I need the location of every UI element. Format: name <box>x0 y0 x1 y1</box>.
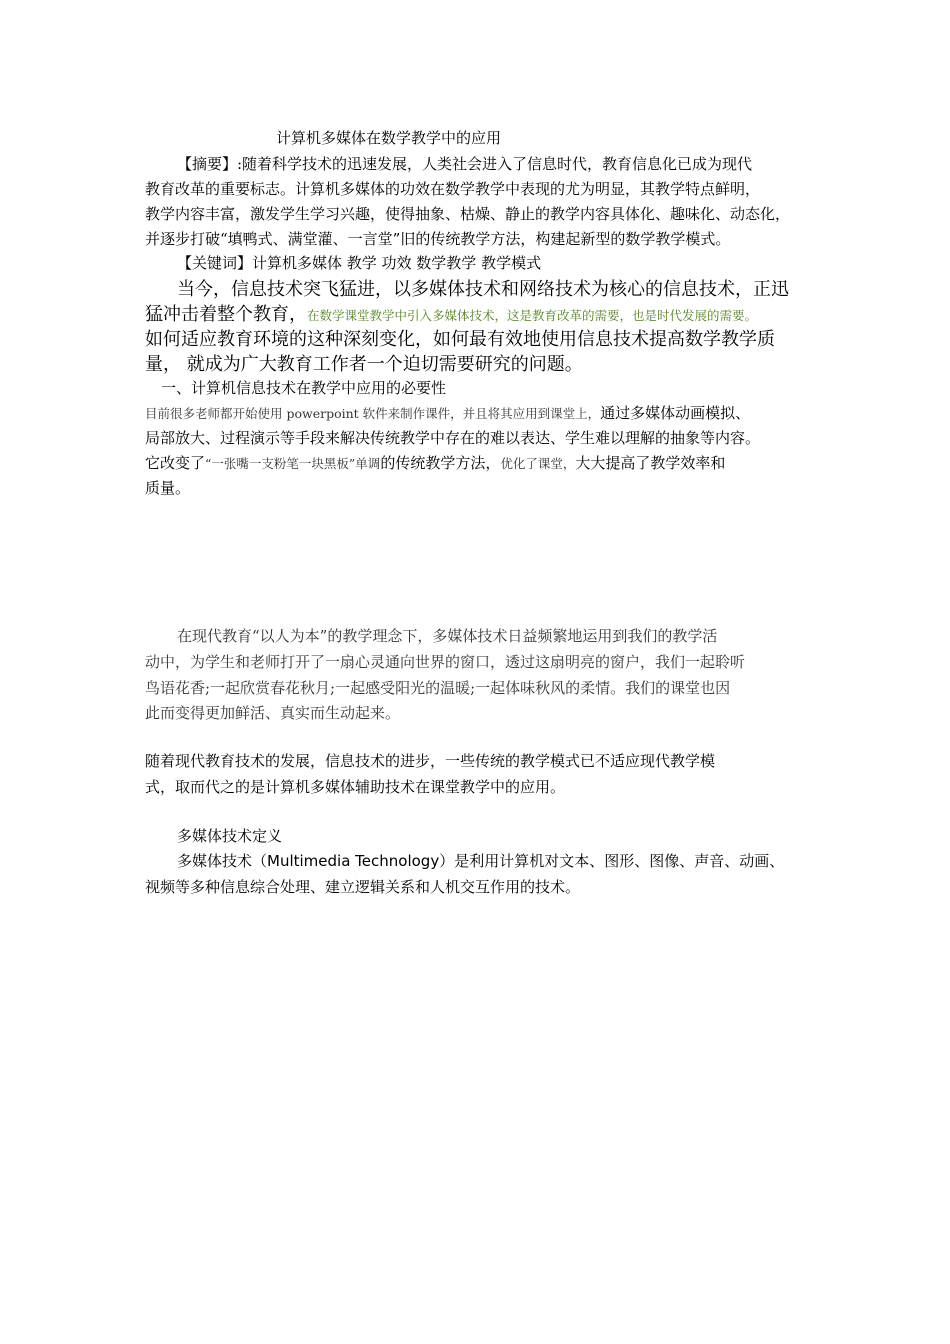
intro-line-2-text: 猛冲击着整个教育， <box>145 304 307 325</box>
para-2-line-3: 鸟语花香;一起欣赏春花秋月;一起感受阳光的温暖;一起体味秋风的柔情。我们的课堂也因 <box>145 679 731 697</box>
document-title: 计算机多媒体在数学教学中的应用 <box>276 129 502 147</box>
definition-term-english: Multimedia Technology <box>267 852 440 870</box>
definition-line-1 <box>177 850 784 871</box>
definition-line-1-a: 多媒体技术（ <box>177 852 268 870</box>
section-1-line-1 <box>145 402 750 423</box>
intro-line-4: 量， 就成为广大教育工作者一个迫切需要研究的问题。 <box>145 354 583 375</box>
intro-line-1: 当今，信息技术突飞猛进，以多媒体技术和网络技术为核心的信息技术，正迅 <box>177 279 789 300</box>
section-1-line-3-d: 优化了课堂， <box>500 456 576 471</box>
section-1-line-1-b: 通过多媒体动画模拟、 <box>600 404 751 422</box>
definition-heading: 多媒体技术定义 <box>177 827 283 845</box>
definition-line-1-c: ）是利用计算机对文本、图形、图像、声音、动画、 <box>439 852 785 870</box>
section-1-line-4: 质量。 <box>145 479 191 497</box>
para-2-line-2: 动中，为学生和老师打开了一扇心灵通向世界的窗口，透过这扇明亮的窗户，我们一起聆听 <box>145 653 746 671</box>
section-1-line-3-a: 它改变了 <box>145 454 206 472</box>
abstract-line-2: 教育改革的重要标志。计算机多媒体的功效在数学教学中表现的尤为明显，其教学特点鲜明， <box>145 180 761 198</box>
section-1-heading: 一、计算机信息技术在教学中应用的必要性 <box>161 379 447 397</box>
abstract-line-1: 【摘要】:随着科学技术的迅速发展，人类社会进入了信息时代，教育信息化已成为现代 <box>177 155 753 173</box>
section-1-line-2: 局部放大、过程演示等手段来解决传统教学中存在的难以表达、学生难以理解的抽象等内容。 <box>145 429 761 447</box>
keywords-line: 【关键词】计算机多媒体 教学 功效 数学教学 教学模式 <box>177 254 542 272</box>
intro-line-2 <box>145 300 757 326</box>
section-1-line-3-c: 的传统教学方法， <box>380 454 501 472</box>
definition-line-2: 视频等多种信息综合处理、建立逻辑关系和人机交互作用的技术。 <box>145 878 581 896</box>
para-2-line-1: 在现代教育“以人为本”的教学理念下，多媒体技术日益频繁地运用到我们的教学活 <box>177 627 718 645</box>
intro-highlight-text: 在数学课堂教学中引入多媒体技术，这是教育改革的需要，也是时代发展的需要。 <box>307 308 758 323</box>
para-3-line-1: 随着现代教育技术的发展，信息技术的进步，一些传统的教学模式已不适应现代教学模 <box>145 752 716 770</box>
abstract-line-3: 教学内容丰富，激发学生学习兴趣，使得抽象、枯燥、静止的教学内容具体化、趣味化、动态化， <box>145 205 791 223</box>
section-1-line-3 <box>145 452 725 473</box>
para-2-line-4: 此而变得更加鲜活、真实而生动起来。 <box>145 704 401 722</box>
section-1-line-1-a: 目前很多老师都开始使用 powerpoint 软件来制作课件，并且将其应用到课堂上， <box>145 406 601 421</box>
section-1-line-3-b: “一张嘴一支粉笔一块黑板”单调 <box>205 456 381 471</box>
para-3-line-2: 式，取而代之的是计算机多媒体辅助技术在课堂教学中的应用。 <box>145 778 566 796</box>
abstract-line-4: 并逐步打破“填鸭式、满堂灌、一言堂”旧的传统教学方法，构建起新型的数学教学模式。 <box>145 230 731 248</box>
intro-line-3: 如何适应教育环境的这种深刻变化，如何最有效地使用信息技术提高数学教学质 <box>145 329 775 350</box>
section-1-line-3-e: 大大提高了教学效率和 <box>575 454 726 472</box>
